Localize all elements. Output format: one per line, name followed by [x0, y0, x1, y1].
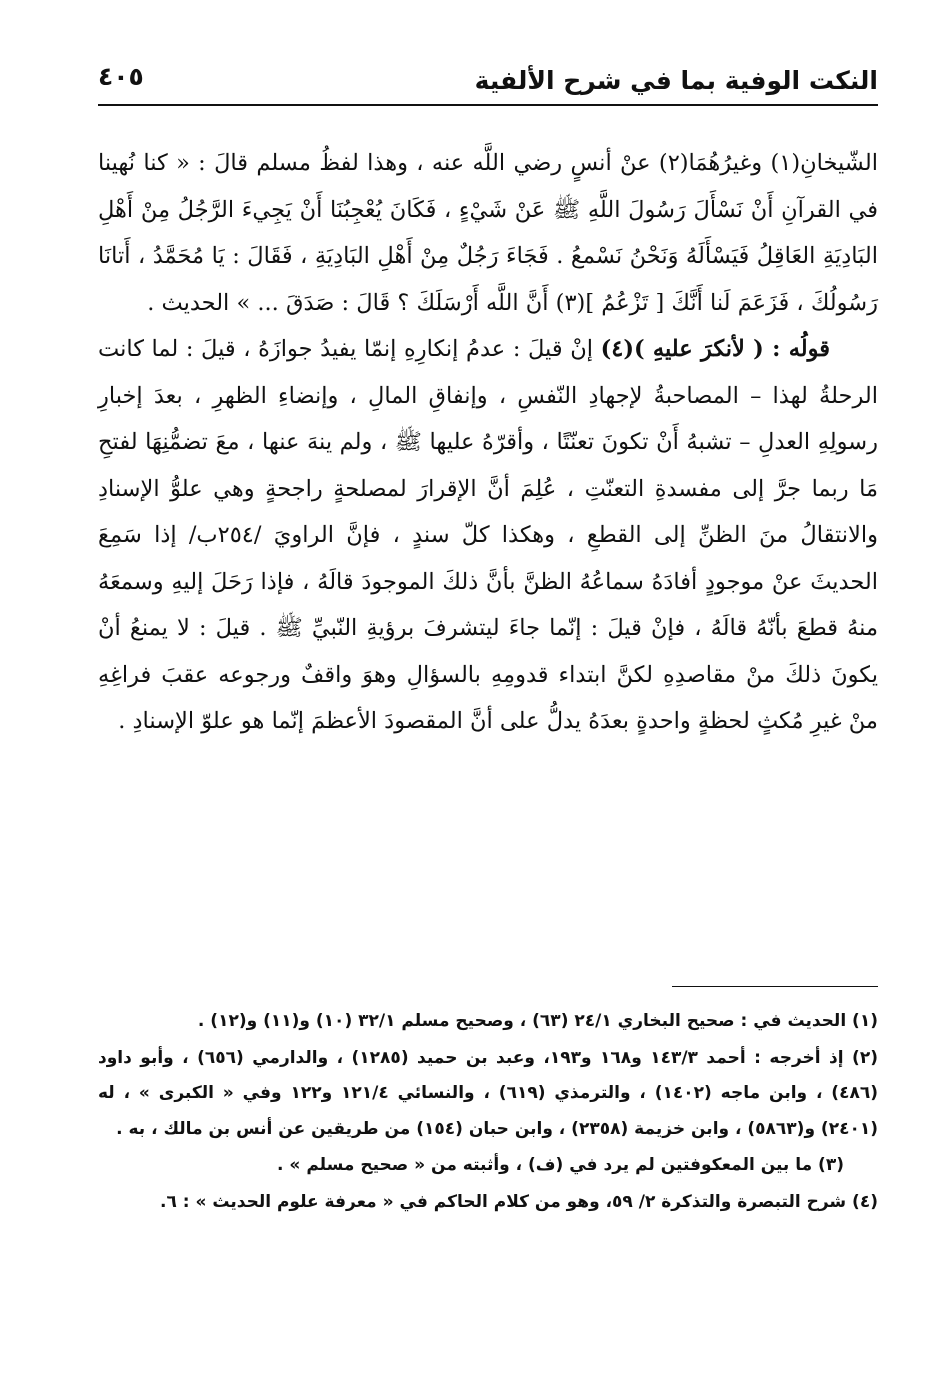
footnote-separator: [672, 986, 878, 987]
paragraph-2-lead: قولُه : ( لأنكرَ عليهِ )(٤): [600, 336, 830, 362]
footnote-1: (١) الحديث في : صحيح البخاري ٢٤/١ (٦٣) ، وصحيح مسلم ٣٢/١ (١٠) و(١١) و(١٢) .: [197, 1011, 878, 1031]
running-title: النكت الوفية بما في شرح الألفية: [474, 66, 878, 95]
footnote-3: (٣) ما بين المعكوفتين لم يرد في (ف) ، وأثبته من « صحيح مسلم » .: [277, 1155, 844, 1175]
footnotes: [98, 1004, 878, 1221]
page-number: ٤٠٥: [98, 62, 144, 91]
main-text: [98, 140, 878, 745]
paragraph-2: [98, 326, 878, 745]
footnote-2: (٢) إذ أخرجه : أحمد ١٤٣/٣ و١٦٨ و١٩٣، وعبد بن حميد (١٢٨٥) ، والدارمي (٦٥٦) ، وأبو داود (٤٨٦) ، وابن ماجه (١٤٠٢) ، والترمذي (٦١٩) ، والنسائي ١٢١/٤ و١٢٢ وفي « الكبرى » ، له (٢٤٠١) و(٥٨٦٣) ، وابن خزيمة (٢٣٥٨) ، وابن حبان (١٥٤) من طريقين عن أنس بن مالك ، به .: [98, 1047, 878, 1139]
paragraph-2-text: إنْ قيلَ : عدمُ إنكارِهِ إنمّا يفيدُ جوازَهُ ، قيلَ : لما كانت الرحلةُ لهذا – المصاحبةُ لإجهادِ النّفسِ ، وإنفاقِ المالِ ، وإنضاءِ الظهرِ ، بعدَ إخبارِ رسولِهِ العدلِ – تشبهُ أَنْ تكونَ تعنّتًا ، وأقرّهُ عليها ﷺ ، ولم ينهَ عنها ، معَ تضمُّنِهَا لفتحِ مَا ربما جرَّ إلى مفسدةِ التعنّتِ ، عُلِمَ أنَّ الإقرارَ لمصلحةٍ راجحةٍ وهي علوُّ الإسنادِ والانتقالُ منَ الظنِّ إلى القطعِ ، وهكذا كلّ سندٍ ، فإنَّ الراويَ /٢٥٤ب/ إذا سَمِعَ الحديثَ عنْ موجودٍ أفادَهُ سماعُهُ الظنَّ بأنَّ ذلكَ الموجودَ قالَهُ ، فإذا رَحَلَ إليهِ وسمعَهُ منهُ قطعَ بأنّهُ قالَهُ ، فإنْ قيلَ : إنّما جاءَ ليتشرفَ برؤيةِ النّبيِّ ﷺ . قيلَ : لا يمنعُ أنْ يكونَ ذلكَ منْ مقاصدِهِ لكنَّ ابتداء قدومِهِ بالسؤالِ وهوَ واقفٌ ورجوعه عقبَ فراغِهِ منْ غيرِ مُكثٍ لحظةٍ واحدةٍ بعدَهُ يدلُّ على أنَّ المقصودَ الأعظمَ إنّما هو علوّ الإسنادِ .: [98, 336, 878, 734]
footnote-4: (٤) شرح التبصرة والتذكرة ٢/ ٥٩، وهو من كلام الحاكم في « معرفة علوم الحديث » : ٦.: [159, 1191, 878, 1212]
page-header: [98, 52, 878, 106]
paragraph-1: الشّيخانِ(١) وغيرُهُمَا(٢) عنْ أنسٍ رضي اللَّه عنه ، وهذا لفظُ مسلم قالَ : « كنا نُهينا في القرآنِ أَنْ نَسْأَلَ رَسُولَ اللَّهِ ﷺ عَنْ شَيْءٍ ، فَكَانَ يُعْجِبُنَا أَنْ يَجِيءَ الرَّجُلُ مِنْ أَهْلِ البَادِيَةِ العَاقِلُ فَيَسْأَلَهُ وَنَحْنُ نَسْمعُ . فَجَاءَ رَجُلٌ مِنْ أَهْلِ البَادِيَةِ ، فَقَالَ : يَا مُحَمَّدُ ، أَتانَا رَسُولُكَ ، فَزَعَمَ لَنا أَنَّكَ [ تَزْعُمُ ](٣) أَنَّ اللَّه أَرْسَلَكَ ؟ قَالَ : صَدَقَ ... » الحديث .: [98, 150, 878, 316]
